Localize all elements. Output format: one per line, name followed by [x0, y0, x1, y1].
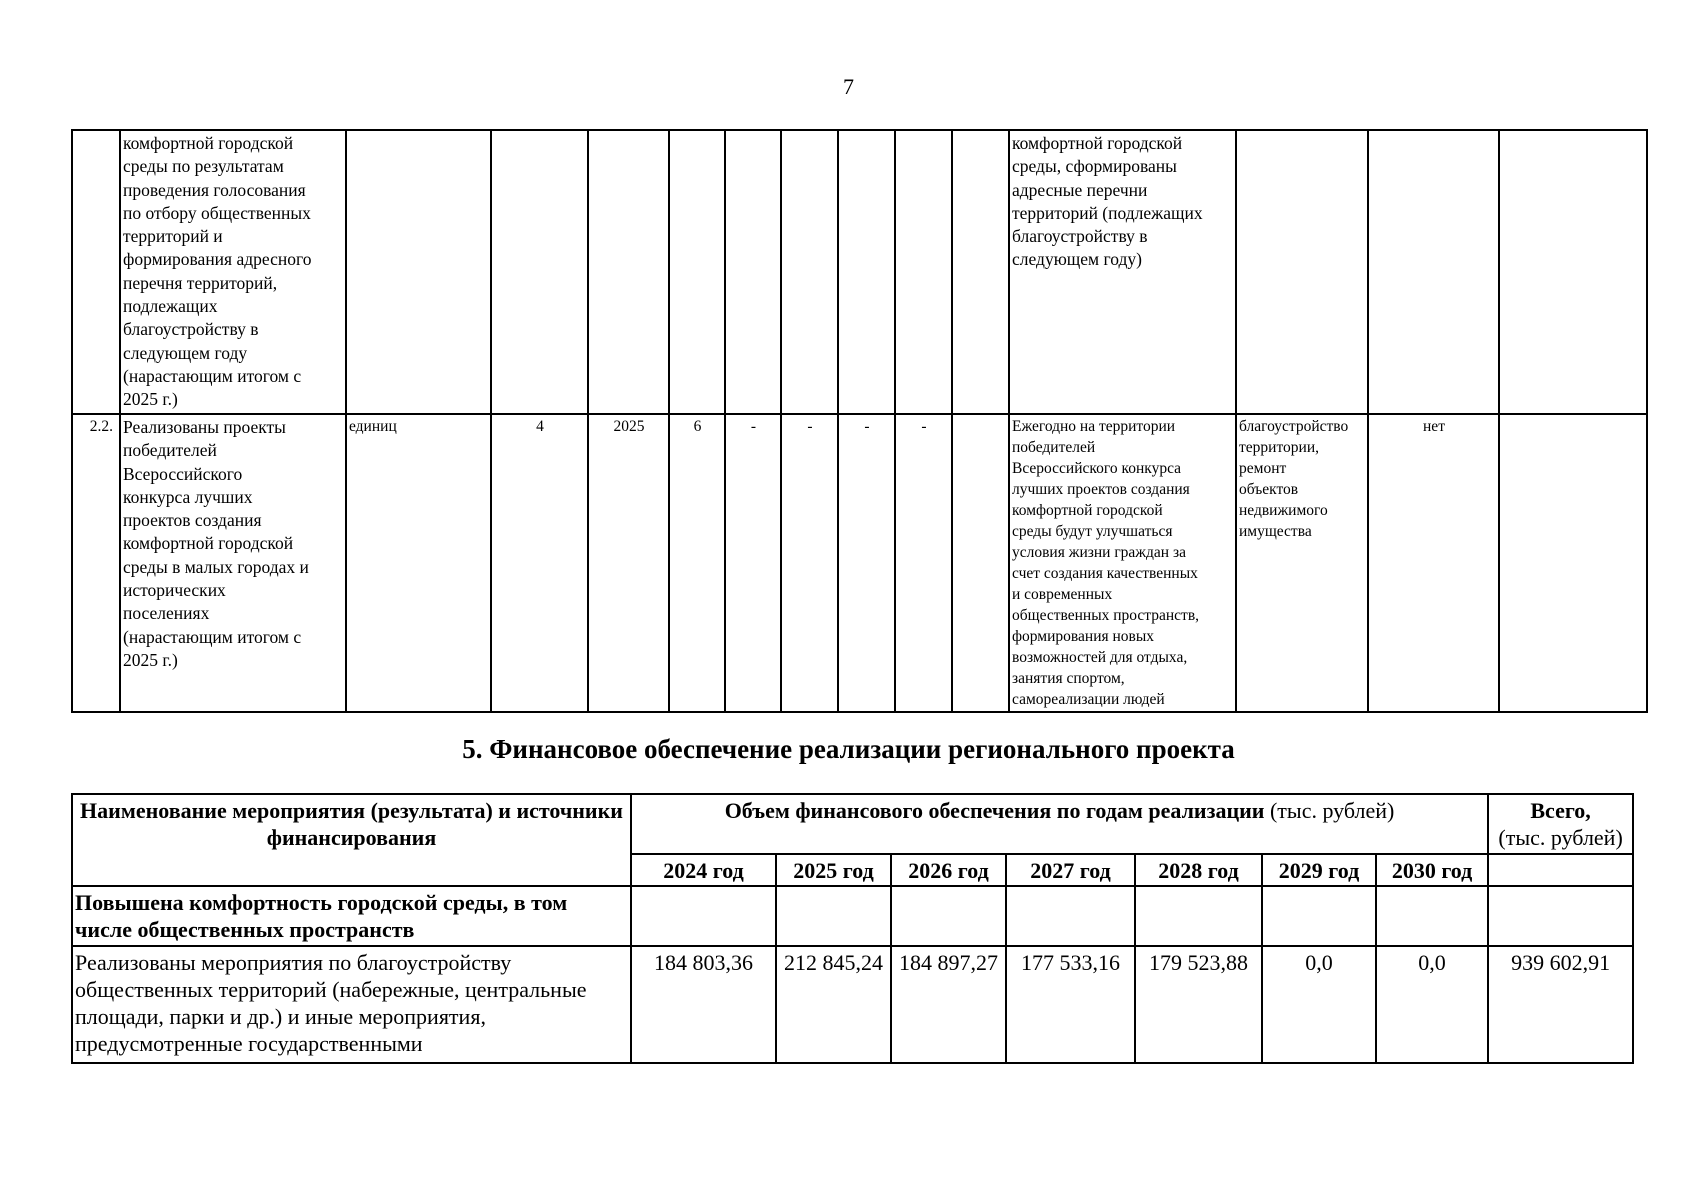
cell-number	[72, 130, 120, 414]
year-value: 0,0	[1376, 946, 1488, 1063]
header-volume-unit: (тыс. рублей)	[1264, 798, 1395, 823]
header-volume	[631, 794, 1488, 854]
cell-empty	[1236, 130, 1368, 414]
cell-result-name: Реализованы проекты победителей Всероссийского конкурса лучших проектов создания комфортной городской среды в малых городах и исторических поселениях (нарастающим итогом с 2025 г.)	[120, 414, 346, 712]
cell-base-value: 4	[491, 414, 588, 712]
cell-empty	[781, 130, 838, 414]
cell-effect: Ежегодно на территории победителей Всероссийского конкурса лучших проектов создания комфортной городской среды будут улучшаться условия жизни граждан за счет создания качественных и современных общественных пространств, формирования новых возможностей для отдыха, занятия спортом, самореализации людей	[1009, 414, 1236, 712]
total-value: 939 602,91	[1488, 946, 1633, 1063]
indicators-table	[71, 129, 1648, 713]
year-header: 2026 год	[891, 854, 1006, 886]
page-number: 7	[843, 74, 854, 99]
cell-empty	[891, 886, 1006, 946]
cell-result-name: комфортной городской среды по результатам проведения голосования по отбору общественных территорий и формирования адресного перечня территорий, подлежащих благоустройству в следующем году (нарастающим итогом с 2025 г.)	[120, 130, 346, 414]
cell-type: благоустройство территории, ремонт объектов недвижимого имущества	[1236, 414, 1368, 712]
year-header: 2029 год	[1262, 854, 1376, 886]
year-value: 184 897,27	[891, 946, 1006, 1063]
cell-empty	[1135, 886, 1262, 946]
year-value: 0,0	[1262, 946, 1376, 1063]
cell-empty	[1499, 414, 1647, 712]
cell-empty	[776, 886, 891, 946]
cell-value: -	[895, 414, 952, 712]
header-total-unit: (тыс. рублей)	[1498, 825, 1623, 850]
cell-value: 6	[669, 414, 725, 712]
group-name: Повышена комфортность городской среды, в том числе общественных пространств	[72, 886, 631, 946]
activity-name: Реализованы мероприятия по благоустройству общественных территорий (набережные, центральные площади, парки и др.) и иные мероприятия, предусмотренные государственными	[72, 946, 631, 1063]
table-row	[72, 946, 1633, 1063]
cell-flag: нет	[1368, 414, 1499, 712]
cell-effect: комфортной городской среды, сформированы адресные перечни территорий (подлежащих благоустройству в следующем году)	[1009, 130, 1236, 414]
cell-base-year: 2025	[588, 414, 669, 712]
cell-empty	[1499, 130, 1647, 414]
cell-empty	[952, 414, 1009, 712]
table-row	[72, 414, 1647, 712]
financing-table	[71, 793, 1634, 1064]
group-row	[72, 886, 1633, 946]
year-value: 184 803,36	[631, 946, 776, 1063]
year-value: 179 523,88	[1135, 946, 1262, 1063]
cell-empty	[1488, 854, 1633, 886]
year-header: 2030 год	[1376, 854, 1488, 886]
year-value: 177 533,16	[1006, 946, 1135, 1063]
cell-unit: единиц	[346, 414, 491, 712]
year-header: 2025 год	[776, 854, 891, 886]
cell-empty	[588, 130, 669, 414]
year-value: 212 845,24	[776, 946, 891, 1063]
cell-empty	[346, 130, 491, 414]
cell-empty	[838, 130, 895, 414]
cell-empty	[1262, 886, 1376, 946]
header-volume-title: Объем финансового обеспечения по годам реализации	[724, 798, 1265, 823]
cell-value: -	[838, 414, 895, 712]
cell-number: 2.2.	[72, 414, 120, 712]
table-row	[72, 130, 1647, 414]
cell-empty	[725, 130, 781, 414]
header-name: Наименование мероприятия (результата) и источники финансирования	[72, 794, 631, 886]
cell-empty	[1006, 886, 1135, 946]
cell-value: -	[725, 414, 781, 712]
year-header: 2027 год	[1006, 854, 1135, 886]
section-title: 5. Финансовое обеспечение реализации регионального проекта	[462, 734, 1235, 764]
header-row	[72, 794, 1633, 854]
header-total	[1488, 794, 1633, 854]
cell-empty	[895, 130, 952, 414]
cell-empty	[1376, 886, 1488, 946]
year-header: 2024 год	[631, 854, 776, 886]
cell-empty	[952, 130, 1009, 414]
cell-empty	[1488, 886, 1633, 946]
cell-value: -	[781, 414, 838, 712]
cell-empty	[491, 130, 588, 414]
cell-empty	[1368, 130, 1499, 414]
header-total-title: Всего,	[1530, 798, 1591, 823]
cell-empty	[631, 886, 776, 946]
cell-empty	[669, 130, 725, 414]
year-header: 2028 год	[1135, 854, 1262, 886]
